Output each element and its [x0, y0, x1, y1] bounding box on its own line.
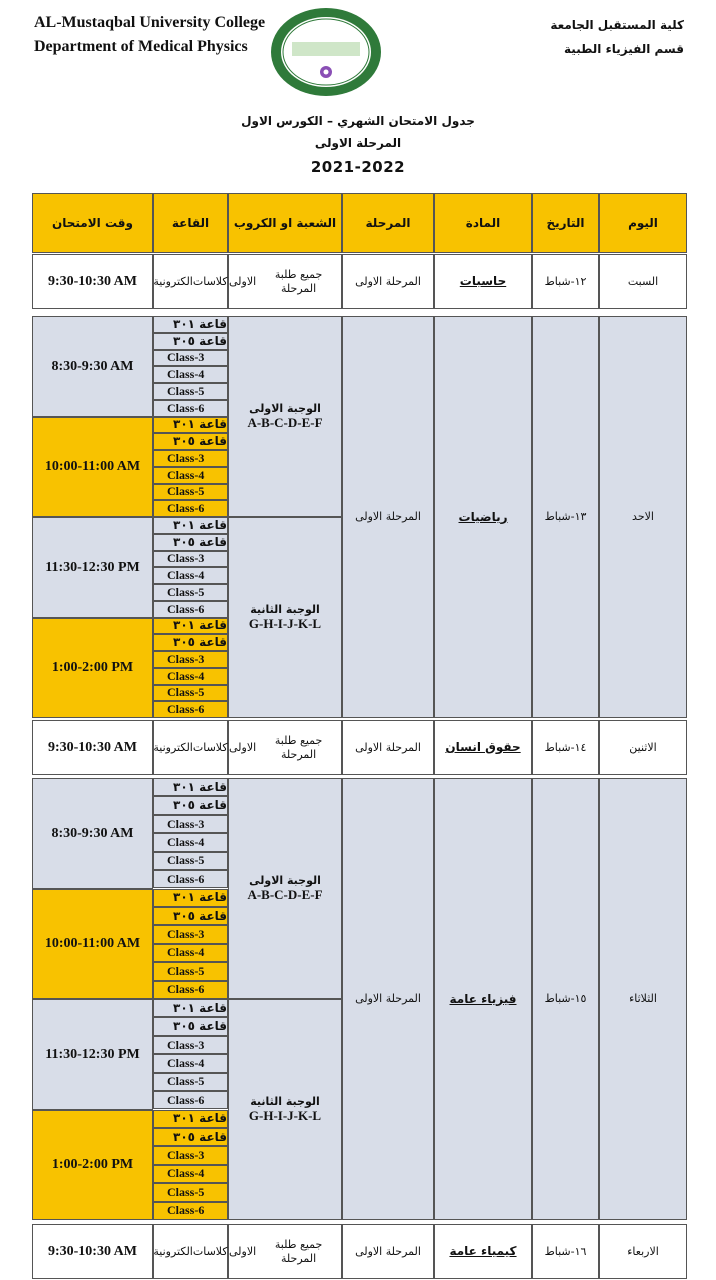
- room-name: قاعة ٣٠٥: [153, 907, 228, 925]
- room-name: قاعة ٣٠٥: [153, 796, 228, 814]
- exam-date: ١٤-شباط: [532, 720, 599, 775]
- group-first-batch: [228, 316, 342, 517]
- room-name: Class-4: [153, 366, 228, 383]
- room-name: Class-5: [153, 484, 228, 501]
- room-name: Class-4: [153, 1054, 228, 1072]
- group-first-batch: [228, 778, 342, 999]
- room-name: Class-3: [153, 925, 228, 943]
- room-name: Class-4: [153, 668, 228, 685]
- header-subject: المادة: [434, 193, 532, 253]
- exam-time: 10:00-11:00 AM: [32, 889, 153, 1000]
- exam-time: 9:30-10:30 AM: [32, 720, 153, 775]
- room-name: قاعة ٣٠٥: [153, 1128, 228, 1146]
- exam-day: الاثنين: [599, 720, 687, 775]
- room-name: قاعة ٣٠٥: [153, 433, 228, 450]
- exam-time: 10:00-11:00 AM: [32, 417, 153, 518]
- exam-time: 1:00-2:00 PM: [32, 1110, 153, 1221]
- room-name: Class-6: [153, 601, 228, 618]
- room-name: Class-6: [153, 500, 228, 517]
- room-name: قاعة ٣٠٥: [153, 1017, 228, 1035]
- room-name: Class-3: [153, 1036, 228, 1054]
- room-name: Class-3: [153, 551, 228, 568]
- exam-day: الاحد: [599, 316, 687, 718]
- room-name: Class-4: [153, 567, 228, 584]
- room-name: Class-6: [153, 701, 228, 718]
- room-name: قاعة ٣٠١: [153, 618, 228, 635]
- room-online: [153, 1224, 228, 1279]
- room-name: Class-6: [153, 1091, 228, 1109]
- academic-year: 2021-2022: [310, 158, 406, 176]
- department-name-en: Department of Medical Physics: [34, 38, 248, 55]
- exam-time: 11:30-12:30 PM: [32, 999, 153, 1110]
- group-line: الاولى: [229, 1244, 257, 1258]
- header-stage: المرحلة: [342, 193, 434, 253]
- room-name: قاعة ٣٠١: [153, 1110, 228, 1128]
- room-line: كلاسات: [192, 740, 228, 754]
- room-name: قاعة ٣٠٥: [153, 534, 228, 551]
- university-name-ar: كلية المستقبل الجامعة: [550, 18, 684, 32]
- room-line: الكترونية: [153, 1244, 193, 1258]
- room-name: Class-5: [153, 584, 228, 601]
- room-name: Class-3: [153, 1146, 228, 1164]
- university-name-en: AL-Mustaqbal University College: [34, 14, 266, 31]
- title-line-1: جدول الامتحان الشهري – الكورس الاول: [241, 114, 475, 128]
- exam-date: ١٣-شباط: [532, 316, 599, 718]
- group-line: جميع طلبة المرحلة: [274, 267, 323, 295]
- group-all-students: [228, 1224, 342, 1279]
- room-name: Class-5: [153, 685, 228, 702]
- room-name: قاعة ٣٠١: [153, 517, 228, 534]
- room-name: قاعة ٣٠١: [153, 316, 228, 333]
- header-room: القاعة: [153, 193, 228, 253]
- room-name: قاعة ٣٠١: [153, 999, 228, 1017]
- exam-day: السبت: [599, 254, 687, 309]
- exam-time: 1:00-2:00 PM: [32, 618, 153, 719]
- stage: المرحلة الاولى: [342, 1224, 434, 1279]
- exam-schedule-table: [32, 193, 687, 1265]
- exam-date: ١٦-شباط: [532, 1224, 599, 1279]
- stage: المرحلة الاولى: [342, 316, 434, 718]
- room-name: قاعة ٣٠١: [153, 778, 228, 796]
- room-name: Class-5: [153, 1073, 228, 1091]
- room-name: Class-5: [153, 852, 228, 870]
- department-name-ar: قسم الفيزياء الطبية: [564, 42, 684, 56]
- group-line: الاولى: [229, 740, 257, 754]
- exam-date: ١٢-شباط: [532, 254, 599, 309]
- room-name: Class-3: [153, 350, 228, 367]
- group-codes: A-B-C-D-E-F: [247, 887, 323, 903]
- room-online: [153, 254, 228, 309]
- room-name: Class-3: [153, 651, 228, 668]
- room-name: Class-6: [153, 1202, 228, 1220]
- subject: كيمياء عامة: [434, 1224, 532, 1279]
- group-second-batch: [228, 999, 342, 1220]
- university-logo: [268, 6, 384, 98]
- group-codes: A-B-C-D-E-F: [247, 415, 323, 431]
- stage: المرحلة الاولى: [342, 254, 434, 309]
- room-name: Class-4: [153, 467, 228, 484]
- room-name: قاعة ٣٠١: [153, 889, 228, 907]
- room-name: Class-5: [153, 962, 228, 980]
- room-name: Class-4: [153, 1165, 228, 1183]
- room-name: Class-6: [153, 870, 228, 888]
- group-label: الوجبة الثانية: [250, 602, 320, 616]
- group-label: الوجبة الثانية: [250, 1094, 320, 1108]
- room-name: Class-3: [153, 815, 228, 833]
- stage: المرحلة الاولى: [342, 720, 434, 775]
- group-label: الوجبة الاولى: [249, 401, 321, 415]
- exam-time: 8:30-9:30 AM: [32, 316, 153, 417]
- exam-time: 9:30-10:30 AM: [32, 1224, 153, 1279]
- room-line: الكترونية: [153, 740, 193, 754]
- group-codes: G-H-I-J-K-L: [248, 616, 322, 632]
- room-name: Class-4: [153, 833, 228, 851]
- room-name: قاعة ٣٠٥: [153, 634, 228, 651]
- room-line: كلاسات: [192, 1244, 228, 1258]
- group-line: جميع طلبة المرحلة: [274, 1237, 323, 1265]
- room-name: Class-5: [153, 383, 228, 400]
- group-second-batch: [228, 517, 342, 718]
- room-name: Class-4: [153, 944, 228, 962]
- group-line: الاولى: [229, 274, 257, 288]
- group-all-students: [228, 254, 342, 309]
- room-online: [153, 720, 228, 775]
- group-codes: G-H-I-J-K-L: [248, 1108, 322, 1124]
- exam-day: الاربعاء: [599, 1224, 687, 1279]
- room-line: الكترونية: [153, 274, 193, 288]
- subject: حاسبات: [434, 254, 532, 309]
- room-name: قاعة ٣٠٥: [153, 333, 228, 350]
- room-line: كلاسات: [192, 274, 228, 288]
- room-name: Class-6: [153, 400, 228, 417]
- header-time: وقت الامتحان: [32, 193, 153, 253]
- room-name: Class-6: [153, 981, 228, 999]
- header-group: الشعبة او الكروب: [228, 193, 342, 253]
- subject: رياضيات: [434, 316, 532, 718]
- room-name: Class-5: [153, 1183, 228, 1201]
- exam-day: الثلاثاء: [599, 778, 687, 1220]
- exam-time: 11:30-12:30 PM: [32, 517, 153, 618]
- exam-time: 8:30-9:30 AM: [32, 778, 153, 889]
- group-all-students: [228, 720, 342, 775]
- exam-time: 9:30-10:30 AM: [32, 254, 153, 309]
- group-label: الوجبة الاولى: [249, 873, 321, 887]
- header-day: اليوم: [599, 193, 687, 253]
- title-line-2: المرحلة الاولى: [314, 136, 402, 150]
- stage: المرحلة الاولى: [342, 778, 434, 1220]
- group-line: جميع طلبة المرحلة: [274, 733, 323, 761]
- header-date: التاريخ: [532, 193, 599, 253]
- subject: حقوق انسان: [434, 720, 532, 775]
- room-name: Class-3: [153, 450, 228, 467]
- subject: فيزياء عامة: [434, 778, 532, 1220]
- room-name: قاعة ٣٠١: [153, 417, 228, 434]
- exam-date: ١٥-شباط: [532, 778, 599, 1220]
